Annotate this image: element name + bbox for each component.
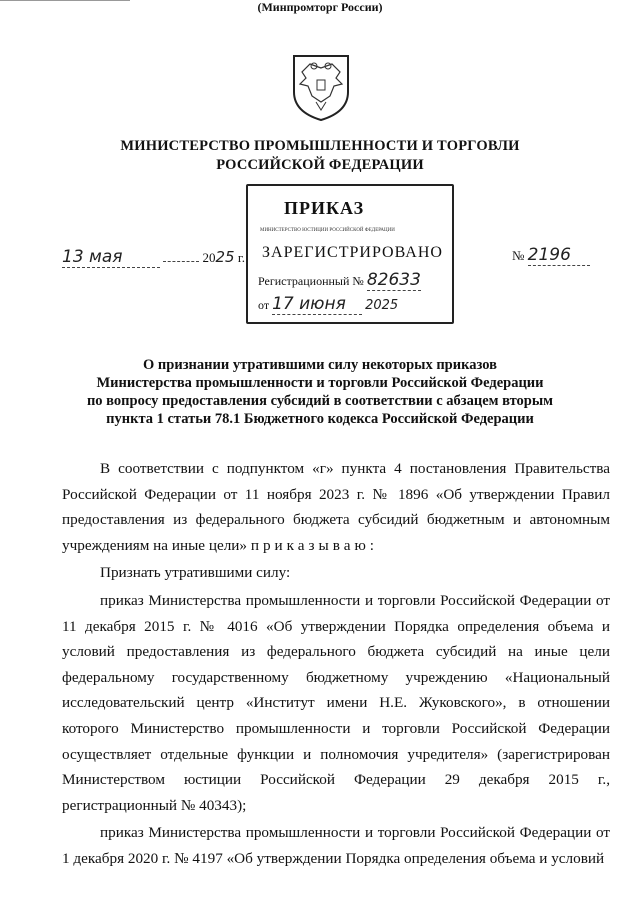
scan-edge-line [0,0,130,1]
order-directive: приказываю: [250,536,379,554]
order-year-printed: 20 [202,250,216,265]
title-line1: О признании утратившими силу некоторых приказов [143,357,497,373]
order-year-handwritten: 25 [215,248,235,266]
body-paragraph-1 [62,456,610,558]
stamp-date-year: 2025 [365,298,399,313]
coat-of-arms-icon [290,52,352,122]
ministry-short-name: (Минпромторг России) [257,0,383,14]
stamp-date-row [258,294,398,315]
preamble-text: В соответствии с подпунктом «г» пункта 4 постановления Правительства Российской Федерации от 11 ноября 2023 г. № 1896 «Об утверждении Правил предоставления из федерального бюджета субсидий бюджетным и автономным учреждениям на иные цели» [62,460,610,554]
stamp-ministry-text: МИНИСТЕРСТВО ЮСТИЦИИ РОССИЙСКОЙ ФЕДЕРАЦИИ [260,228,395,233]
order-number-prefix: № [512,248,525,263]
body-paragraph-3: приказ Министерства промышленности и торговли Российской Федерации от 11 декабря 2015 г. № 4016 «Об утверждении Порядка определения объема и условий предоставления из федерального бюджета субсидий на иные цели федеральному государственному бюджетному учреждению «Национальный исследовательский центр «Институт имени Н.Е. Жуковского», в отношении которого Министерство промышленности и торговли Российской Федерации осуществляет отдельные функции и полномочия учредителя» (зарегистрирован Министерством юстиции Российской Федерации 29 декабря 2015 г., регистрационный № 40343); [62,591,610,814]
order-date-handwritten: 13 мая [62,247,160,268]
order-number-handwritten: 2196 [528,245,590,266]
stamp-reg-number-row [258,270,421,291]
title-line2: Министерства промышленности и торговли Российской Федерации [96,375,544,391]
ministry-name-line2: РОССИЙСКОЙ ФЕДЕРАЦИИ [216,157,424,173]
title-line3: по вопросу предоставления субсидий в соответствии с абзацем вторым [86,393,554,409]
stamp-date-prefix: от [258,298,270,312]
body-paragraph-4: приказ Министерства промышленности и торговли Российской Федерации от 1 декабря 2020 г. № 4197 «Об утверждении Порядка определения объема и условий [62,824,610,867]
stamp-reg-number: 82633 [366,270,421,290]
stamp-date-handwritten: 17 июня [272,294,362,315]
title-line4: пункта 1 статьи 78.1 Бюджетного кодекса Российской Федерации [106,411,534,427]
body-paragraph-2: Признать утратившими силу: [100,564,291,582]
order-heading: ПРИКАЗ [284,198,365,218]
registration-stamp [246,184,454,324]
stamp-registered-label: ЗАРЕГИСТРИРОВАНО [262,244,443,261]
order-date-suffix: г. [237,250,245,265]
document-title [0,356,640,428]
document-body [62,456,610,872]
order-date [62,247,245,268]
ministry-name-line1: МИНИСТЕРСТВО ПРОМЫШЛЕННОСТИ И ТОРГОВЛИ [120,138,520,154]
order-number [512,245,590,266]
stamp-reg-label: Регистрационный № [258,274,364,288]
